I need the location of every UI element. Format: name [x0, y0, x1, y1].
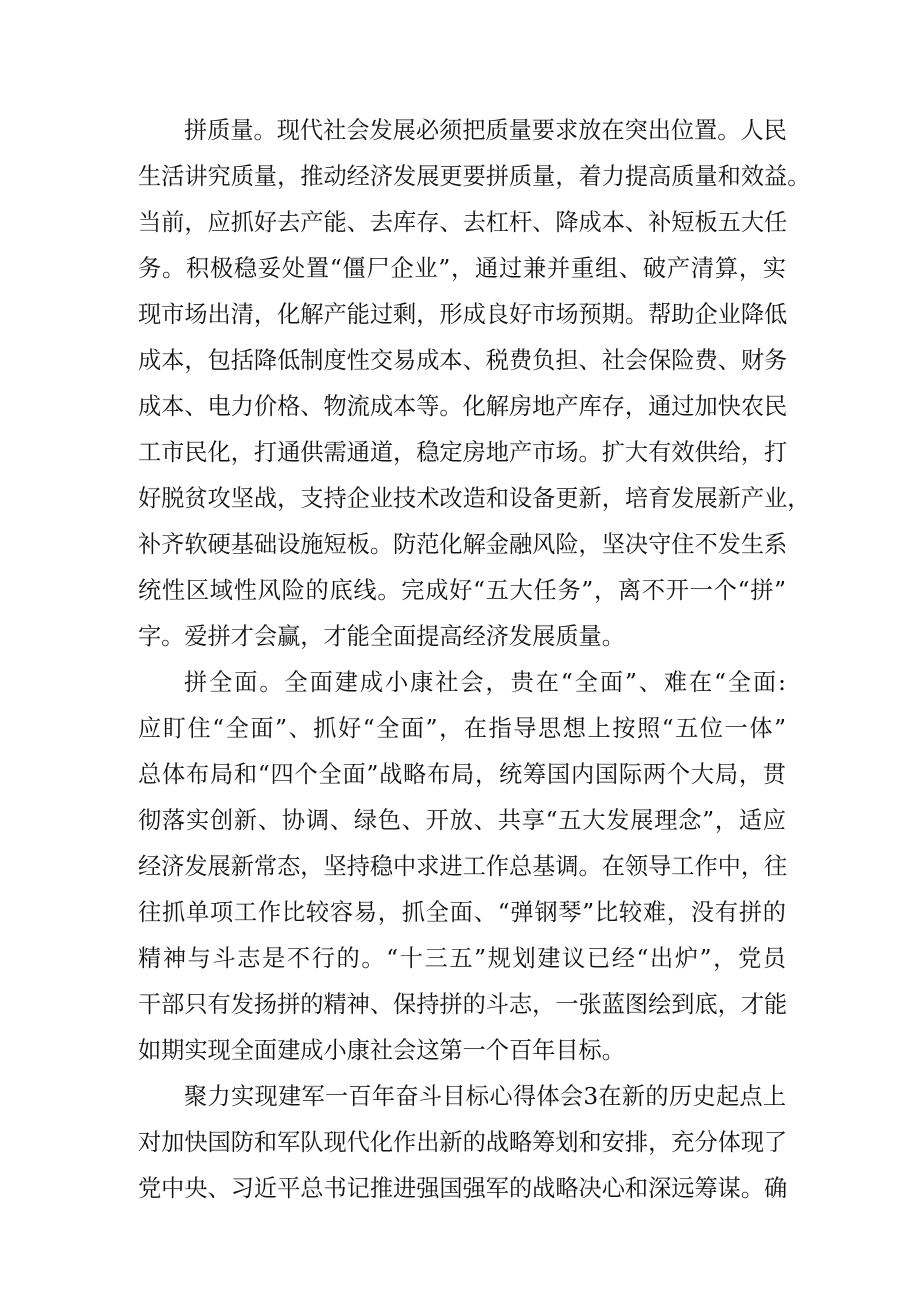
text-line: 成本，包括降低制度性交易成本、税费负担、社会保险费、财务 [138, 347, 788, 374]
text-line: 干部只有发扬拼的精神、保持拼的斗志，一张蓝图绘到底，才能 [138, 991, 788, 1018]
text-line: 务。积极稳妥处置“僵尸企业”，通过兼并重组、破产清算，实 [138, 255, 786, 282]
paragraph-quality [138, 108, 811, 660]
text-line: 补齐软硬基础设施短板。防范化解金融风险，坚决守住不发生系 [138, 531, 788, 558]
text-line: 应盯住“全面”、抓好“全面”，在指导思想上按照“五位一体” [138, 715, 786, 742]
text-line: 统性区域性风险的底线。完成好“五大任务”，离不开一个“拼” [138, 577, 786, 604]
text-line: 经济发展新常态，坚持稳中求进工作总基调。在领导工作中，往 [138, 853, 788, 880]
text-line: 总体布局和“四个全面”战略布局，统筹国内国际两个大局，贯 [138, 761, 786, 788]
text-line: 对加快国防和军队现代化作出新的战略筹划和安排，充分体现了 [138, 1129, 788, 1156]
text-line: 拼全面。全面建成小康社会，贵在“全面”、难在“全面: [184, 669, 786, 696]
text-line: 成本、电力价格、物流成本等。化解房地产库存，通过加快农民 [138, 393, 788, 420]
text-line: 工市民化，打通供需通道，稳定房地产市场。扩大有效供给，打 [138, 439, 788, 466]
text-line: 现市场出清，化解产能过剩，形成良好市场预期。帮助企业降低 [138, 301, 788, 328]
paragraph-military [138, 1074, 786, 1212]
text-line: 往抓单项工作比较容易，抓全面、“弹钢琴”比较难，没有拼的 [138, 899, 786, 926]
text-line: 生活讲究质量，推动经济发展更要拼质量，着力提高质量和效益。 [138, 163, 811, 190]
text-line: 精神与斗志是不行的。“十三五”规划建议已经“出炉”，党员 [138, 945, 786, 972]
text-line: 彻落实创新、协调、绿色、开放、共享“五大发展理念”，适应 [138, 807, 786, 834]
text-line: 当前，应抓好去产能、去库存、去杠杆、降成本、补短板五大任 [138, 209, 788, 236]
text-line: 党中央、习近平总书记推进强国强军的战略决心和深远筹谋。确 [138, 1175, 788, 1202]
text-line: 如期实现全面建成小康社会这第一个百年目标。 [138, 1037, 625, 1064]
text-line: 聚力实现建军一百年奋斗目标心得体会3在新的历史起点上 [184, 1083, 786, 1110]
text-line: 好脱贫攻坚战，支持企业技术改造和设备更新，培育发展新产业， [138, 485, 811, 512]
text-line: 字。爱拼才会赢，才能全面提高经济发展质量。 [138, 623, 625, 650]
text-line: 拼质量。现代社会发展必须把质量要求放在突出位置。人民 [184, 117, 787, 144]
document-body [138, 108, 811, 1212]
paragraph-comprehensive [138, 660, 786, 1074]
